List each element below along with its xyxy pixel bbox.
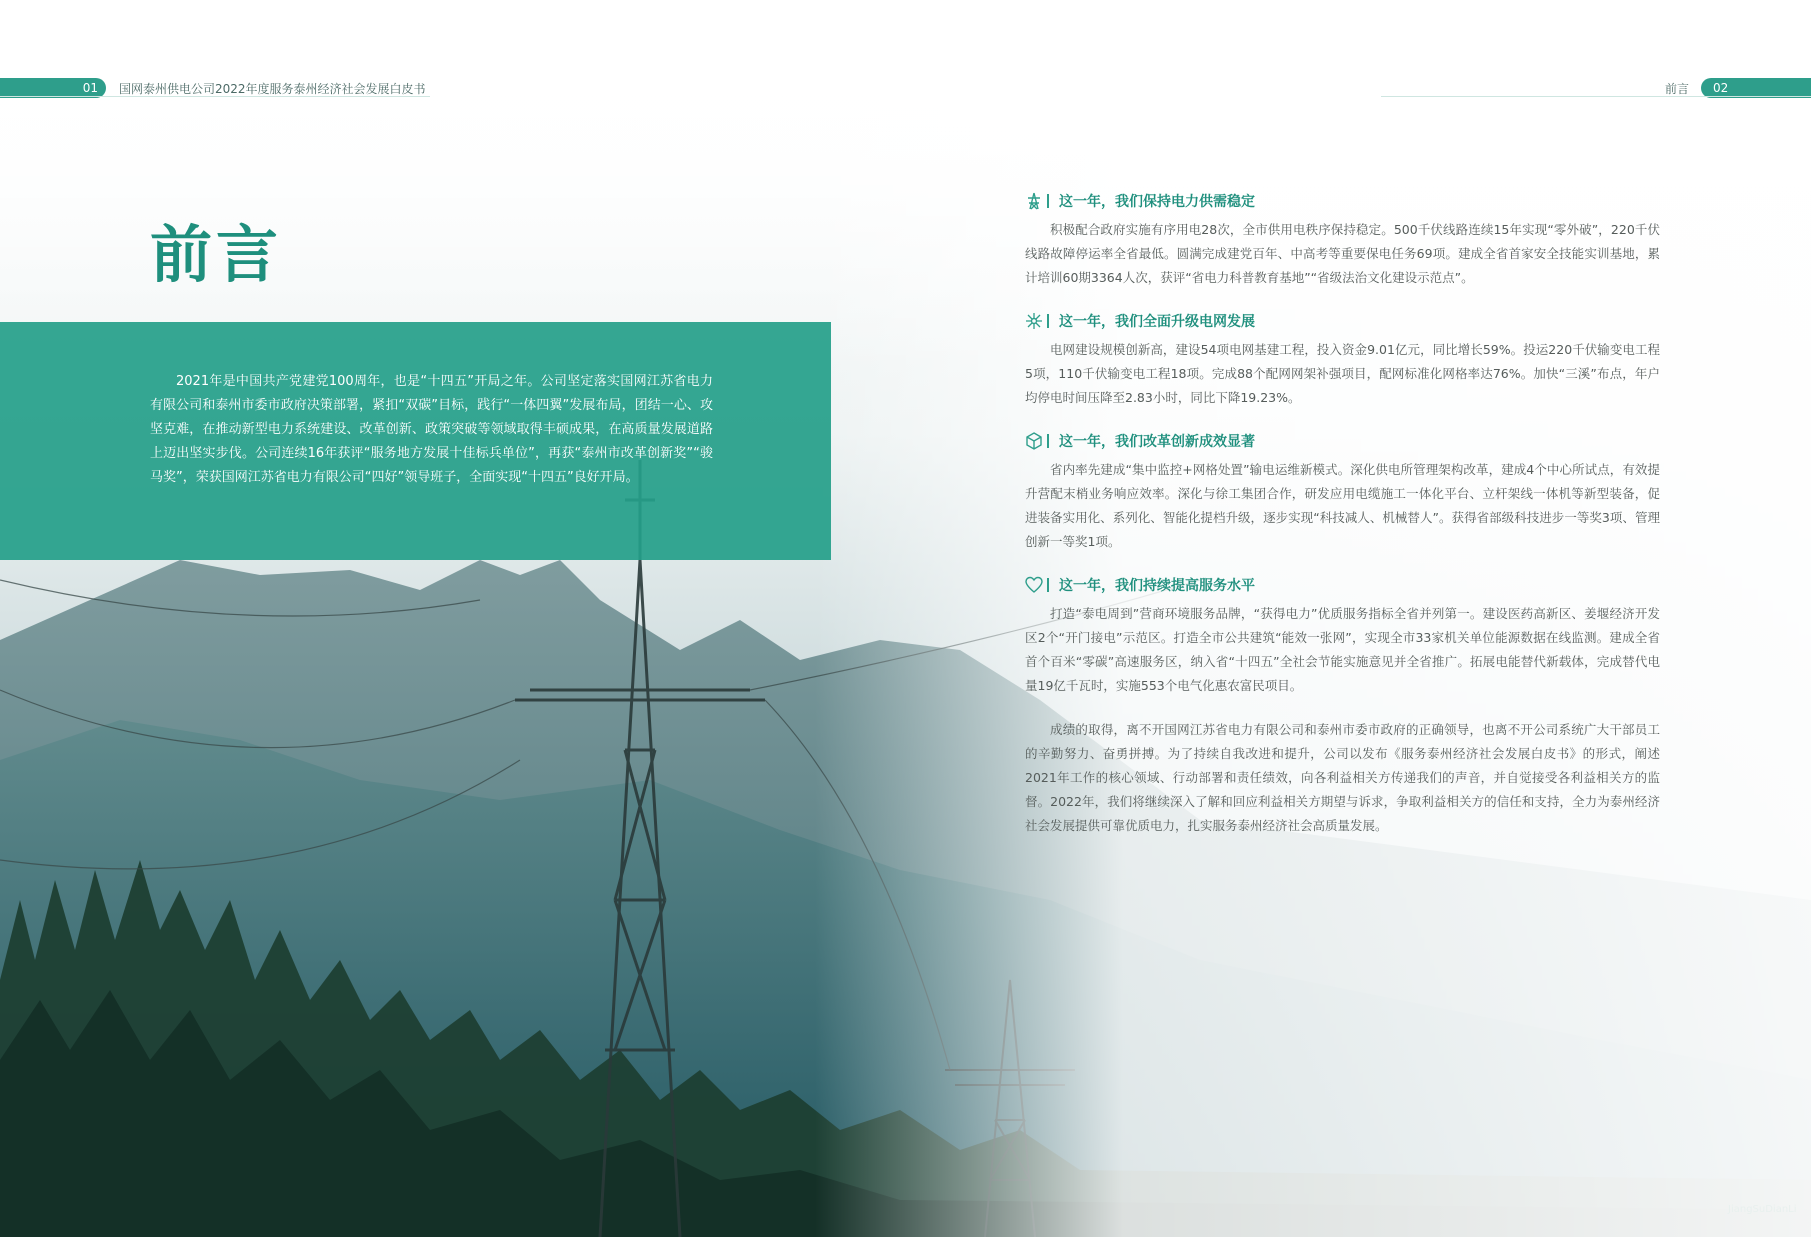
- section-body: 电网建设规模创新高，建设54项电网基建工程，投入资金9.01亿元，同比增长59%。投运220千伏输变电工程5项，110千伏输变电工程18项。完成88个配网网架补强项目，配网标准化网格率达76%。加快“三溪”布点，年户均停电时间压降至2.83小时，同比下降19.23%。: [1025, 342, 1660, 405]
- tower-icon: [1025, 192, 1043, 210]
- heading-divider: [1047, 194, 1049, 208]
- heading-divider: [1047, 314, 1049, 328]
- watermark: JiangSuDianLi: [1728, 1204, 1797, 1215]
- section-title: 这一年，我们改革创新成效显著: [1059, 434, 1255, 450]
- heart-icon: [1025, 576, 1043, 594]
- section-title: 这一年，我们全面升级电网发展: [1059, 314, 1255, 330]
- section-title: 这一年，我们持续提高服务水平: [1059, 578, 1255, 594]
- section-body: 积极配合政府实施有序用电28次，全市供用电秩序保持稳定。500千伏线路连续15年实现“零外破”，220千伏线路故障停运率全省最低。圆满完成建党百年、中高考等重要保电任务69项。建成全省首家安全技能实训基地，累计培训60期3364人次，获评“省电力科普教育基地”“省级法治文化建设示范点”。: [1025, 222, 1660, 285]
- intro-paragraph: 2021年是中国共产党建党100周年，也是“十四五”开局之年。公司坚定落实国网江苏省电力有限公司和泰州市委市政府决策部署，紧扣“双碳”目标，践行“一体四翼”发展布局，团结一心、攻坚克难，在推动新型电力系统建设、改革创新、政策突破等领域取得丰硕成果，在高质量发展道路上迈出坚实步伐。公司连续16年获评“服务地方发展十佳标兵单位”，再获“泰州市改革创新奖”“骏马奖”，荣获国网江苏省电力有限公司“四好”领导班子，全面实现“十四五”良好开局。: [150, 374, 713, 485]
- heading-divider: [1047, 578, 1049, 592]
- section-heading: [1025, 574, 1660, 596]
- highlights-column: [1025, 190, 1660, 838]
- page-title: 前言: [150, 218, 283, 291]
- section-body: 打造“泰电周到”营商环境服务品牌，“获得电力”优质服务指标全省并列第一。建设医药高新区、姜堰经济开发区2个“开门接电”示范区。打造全市公共建筑“能效一张网”，实现全市33家机关单位能源数据在线监测。建成全省首个百米“零碳”高速服务区，纳入省“十四五”全社会节能实施意见并全省推广。拓展电能替代新载体，完成替代电量19亿千瓦时，实施553个电气化惠农富民项目。: [1025, 606, 1660, 693]
- left-page-number-tab: 01: [0, 78, 106, 98]
- document-title: 国网泰州供电公司2022年度服务泰州经济社会发展白皮书: [119, 82, 426, 96]
- section-supply: [1025, 190, 1660, 290]
- cube-icon: [1025, 432, 1043, 450]
- section-label: 前言: [1665, 82, 1690, 96]
- section-body: 省内率先建成“集中监控+网格处置”输电运维新模式。深化供电所管理架构改革，建成4个中心所试点，有效提升营配末梢业务响应效率。深化与徐工集团合作，研发应用电缆施工一体化平台、立杆架线一体机等新型装备，促进装备实用化、系列化、智能化提档升级，逐步实现“科技减人、机械替人”。获得省部级科技进步一等奖3项、管理创新一等奖1项。: [1025, 462, 1660, 549]
- heading-divider: [1047, 434, 1049, 448]
- intro-box: [0, 322, 831, 560]
- section-service: [1025, 574, 1660, 698]
- section-grid: [1025, 310, 1660, 410]
- right-page-number-tab: 02: [1701, 78, 1811, 98]
- header-rule-right: [1381, 96, 1811, 97]
- section-reform: [1025, 430, 1660, 554]
- section-heading: [1025, 310, 1660, 332]
- section-heading: [1025, 430, 1660, 452]
- section-title: 这一年，我们保持电力供需稳定: [1059, 194, 1255, 210]
- section-heading: [1025, 190, 1660, 212]
- closing-paragraph: 成绩的取得，离不开国网江苏省电力有限公司和泰州市委市政府的正确领导，也离不开公司系统广大干部员工的辛勤努力、奋勇拼搏。为了持续自我改进和提升，公司以发布《服务泰州经济社会发展白皮书》的形式，阐述 2021年工作的核心领域、行动部署和责任绩效，向各利益相关方传递我们的声音，并自觉接受各利益相关方的监督。2022年，我们将继续深入了解和回应利益相关方期望与诉求，争取利益相关方的信任和支持，全力为泰州经济社会发展提供可靠优质电力，扎实服务泰州经济社会高质量发展。: [1025, 722, 1660, 833]
- network-icon: [1025, 312, 1043, 330]
